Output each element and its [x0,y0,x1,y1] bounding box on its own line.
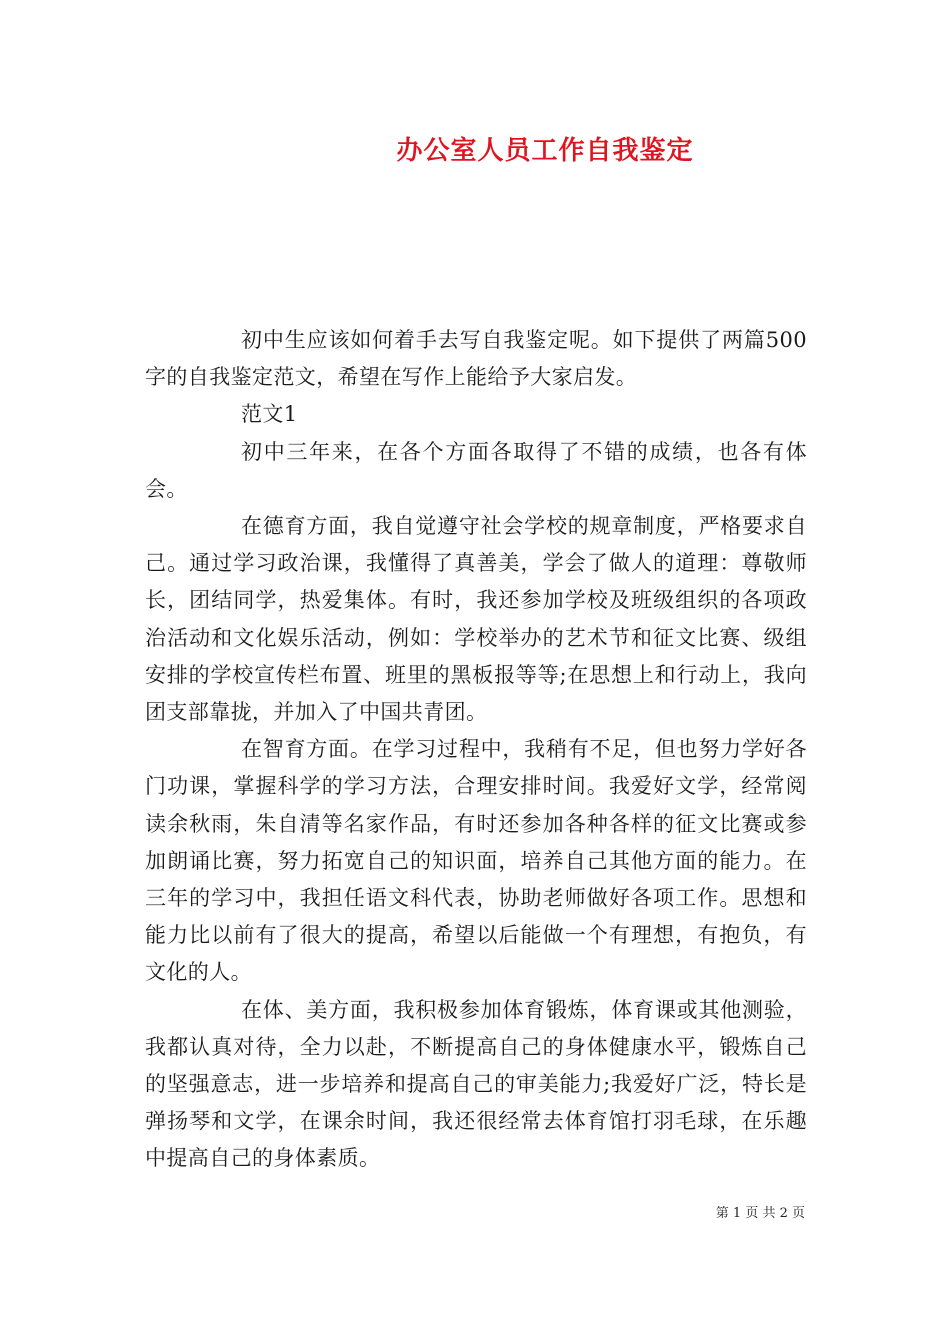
overview-paragraph: 初中三年来，在各个方面各取得了不错的成绩，也各有体会。 [145,439,807,501]
document-title: 办公室人员工作自我鉴定 [396,136,694,166]
document-body [145,322,807,1178]
physical-aesthetic-paragraph: 在体、美方面，我积极参加体育锻炼，体育课或其他测验，我都认真对待，全力以赴，不断提高自己的身体健康水平，锻炼自己的坚强意志，进一步培养和提高自己的审美能力;我爱好广泛，特长是弹扬琴和文学，在课余时间，我还很经常去体育馆打羽毛球，在乐趣中提高自己的身体素质。 [145,997,807,1171]
page-number: 第 1 页 共 2 页 [715,1206,805,1221]
intellectual-education-paragraph: 在智育方面。在学习过程中，我稍有不足，但也努力学好各门功课，掌握科学的学习方法，合理安排时间。我爱好文学，经常阅读余秋雨，朱自清等名家作品，有时还参加各种各样的征文比赛或参加朗诵比赛，努力拓宽自己的知识面，培养自己其他方面的能力。在三年的学习中，我担任语文科代表，协助老师做好各项工作。思想和能力比以前有了很大的提高，希望以后能做一个有理想，有抱负，有文化的人。 [145,737,807,985]
moral-education-paragraph: 在德育方面，我自觉遵守社会学校的规章制度，严格要求自己。通过学习政治课，我懂得了真善美，学会了做人的道理：尊敬师长，团结同学，热爱集体。有时，我还参加学校及班级组织的各项政治活动和文化娱乐活动，例如：学校举办的艺术节和征文比赛、级组安排的学校宣传栏布置、班里的黑板报等等;在思想上和行动上，我向团支部靠拢，并加入了中国共青团。 [145,514,807,725]
intro-paragraph: 初中生应该如何着手去写自我鉴定呢。如下提供了两篇500字的自我鉴定范文，希望在写作上能给予大家启发。 [145,328,807,390]
sample-heading: 范文1 [241,402,298,427]
